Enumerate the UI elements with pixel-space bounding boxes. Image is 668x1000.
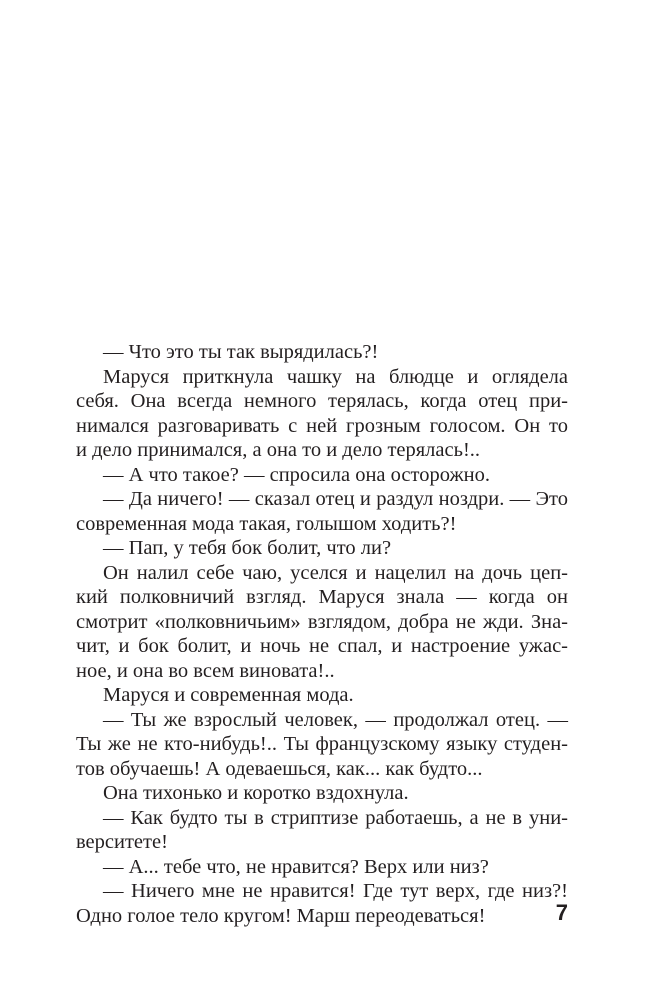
- text-line: — А что такое? — спросила она осторожно.: [103, 463, 490, 486]
- text-line: Она тихонько и коротко вздохнула.: [103, 782, 409, 804]
- text-line: Маруся приткнула чашку на блюдце и оглядела: [103, 365, 568, 388]
- page-number: 7: [555, 900, 568, 925]
- text-line: кий полковничий взгляд. Маруся знала — когда он: [76, 586, 568, 608]
- text-line: — Что это ты так вырядилась?!: [103, 341, 379, 363]
- text-line: — Да ничего! — сказал отец и раздул ноздри. — Это: [103, 488, 568, 510]
- text-line: — А... тебе что, не нравится? Верх или низ?: [103, 855, 489, 878]
- text-line: верситете!: [76, 831, 168, 853]
- text-line: ное, и она во всем виновата!..: [76, 659, 335, 682]
- text-line: Он налил себе чаю, уселся и нацелил на дочь цеп-: [103, 561, 568, 584]
- text-line: и дело принимался, а она то и дело терялась!..: [76, 439, 481, 461]
- text-line: тов обучаешь! А одеваешься, как... как будто...: [76, 757, 483, 780]
- body-text: [76, 340, 568, 928]
- text-line: себя. Она всегда немного терялась, когда отец при-: [76, 390, 568, 412]
- text-line: нимался разговаривать с ней грозным голосом. Он то: [76, 414, 568, 437]
- text-line: современная мода такая, голышом ходить?!: [76, 512, 457, 535]
- text-line: чит, и бок болит, и ночь не спал, и настроение ужас-: [76, 635, 568, 657]
- text-line: — Ничего мне не нравится! Где тут верх, где низ?!: [103, 880, 568, 902]
- text-line: смотрит «полковничьим» взглядом, добра не жди. Зна-: [76, 610, 568, 633]
- text-line: — Пап, у тебя бок болит, что ли?: [103, 537, 392, 559]
- text-line: — Как будто ты в стриптизе работаешь, а не в уни-: [103, 806, 568, 829]
- text-line: Маруся и современная мода.: [103, 684, 354, 706]
- text-line: — Ты же взрослый человек, — продолжал отец. —: [103, 708, 568, 731]
- text-line: Одно голое тело кругом! Марш переодеваться!: [76, 904, 486, 927]
- text-line: Ты же не кто-нибудь!.. Ты французскому языку студен-: [76, 733, 568, 755]
